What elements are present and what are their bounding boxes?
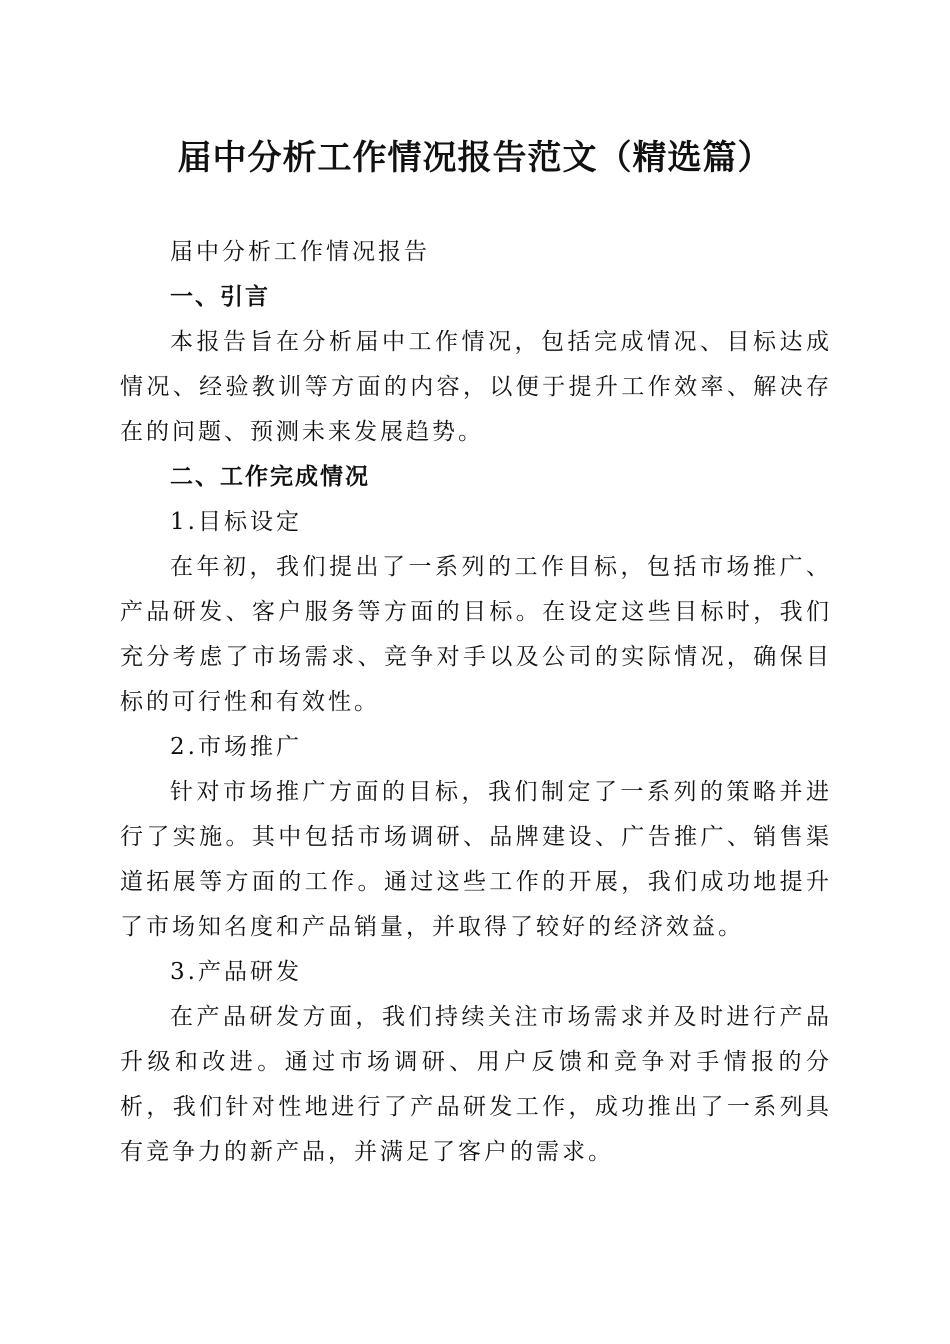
document-body bbox=[120, 230, 832, 1175]
section-heading-work-completion: 二、工作完成情况 bbox=[170, 464, 370, 490]
document-subtitle: 届中分析工作情况报告 bbox=[170, 239, 430, 265]
section-paragraph-introduction: 本报告旨在分析届中工作情况，包括完成情况、目标达成情况、经验教训等方面的内容，以便于提升工作效率、解决存在的问题、预测未来发展趋势。 bbox=[120, 329, 832, 445]
subsection-heading-goal-setting: 1.目标设定 bbox=[170, 509, 302, 535]
document-title: 届中分析工作情况报告范文（精选篇） bbox=[177, 138, 773, 178]
section-heading-introduction: 一、引言 bbox=[170, 284, 270, 310]
subsection-heading-product-rd: 3.产品研发 bbox=[170, 959, 302, 985]
subsection-paragraph-product-rd: 在产品研发方面，我们持续关注市场需求并及时进行产品升级和改进。通过市场调研、用户反馈和竞争对手情报的分析，我们针对性地进行了产品研发工作，成功推出了一系列具有竞争力的新产品，并满足了客户的需求。 bbox=[120, 1004, 832, 1165]
subsection-paragraph-goal-setting: 在年初，我们提出了一系列的工作目标，包括市场推广、产品研发、客户服务等方面的目标。在设定这些目标时，我们充分考虑了市场需求、竞争对手以及公司的实际情况，确保目标的可行性和有效性。 bbox=[120, 554, 832, 715]
subsection-heading-marketing: 2.市场推广 bbox=[170, 734, 302, 760]
subsection-paragraph-marketing: 针对市场推广方面的目标，我们制定了一系列的策略并进行了实施。其中包括市场调研、品牌建设、广告推广、销售渠道拓展等方面的工作。通过这些工作的开展，我们成功地提升了市场知名度和产品销量，并取得了较好的经济效益。 bbox=[120, 779, 832, 940]
